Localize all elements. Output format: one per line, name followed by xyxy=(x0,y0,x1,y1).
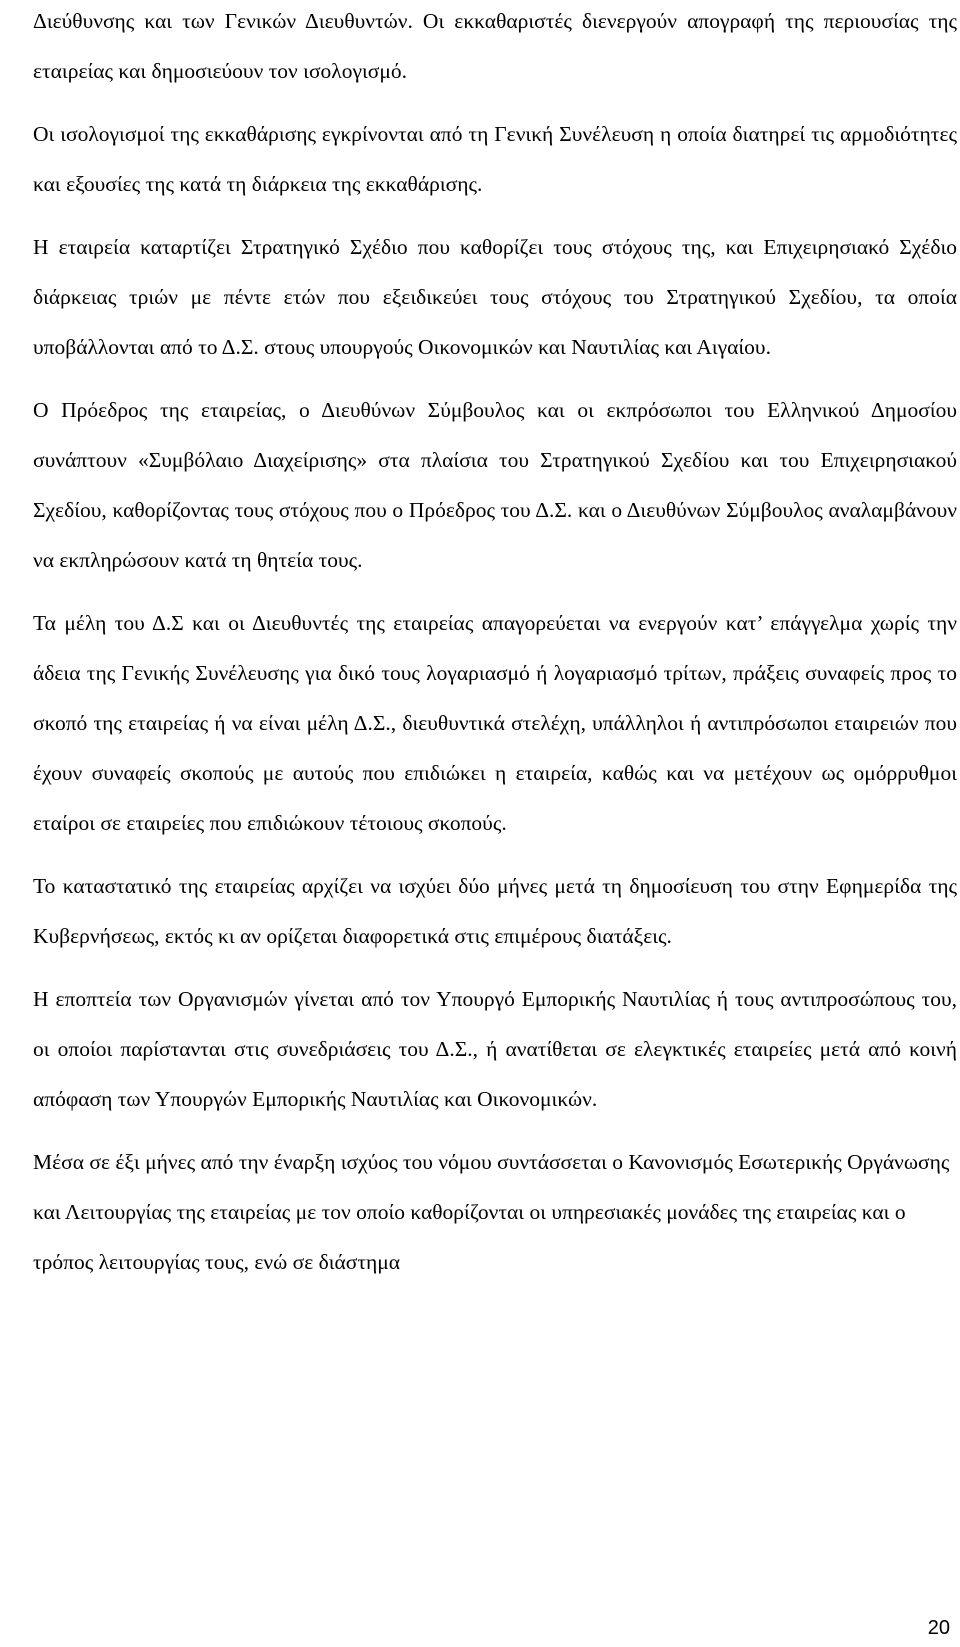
paragraph-internal-regulation: Μέσα σε έξι μήνες από την έναρξη ισχύος του νόμου συντάσσεται ο Κανονισμός Εσωτερικής Οργάνωσης και Λειτουργίας της εταιρείας με τον οποίο καθορίζονται οι υπηρεσιακές μονάδες της εταιρείας και ο τρόπος λειτουργίας τους, ενώ σε διάστημα xyxy=(33,1150,950,1274)
paragraph-strategic-plan: Η εταιρεία καταρτίζει Στρατηγικό Σχέδιο που καθορίζει τους στόχους της, και Επιχειρησιακό Σχέδιο διάρκειας τριών με πέντε ετών που εξειδικεύει τους στόχους του Στρατηγικού Σχεδίου, τα οποία υποβάλλονται από το Δ.Σ. στους υπουργούς Οικονομικών και Ναυτιλίας και Αιγαίου. xyxy=(33,235,957,359)
paragraph-board-restrictions: Τα μέλη του Δ.Σ και οι Διευθυντές της εταιρείας απαγορεύεται να ενεργούν κατ’ επάγγελμα χωρίς την άδεια της Γενικής Συνέλευσης για δικό τους λογαριασμό ή λογαριασμό τρίτων, πράξεις συναφείς προς το σκοπό της εταιρείας ή να είναι μέλη Δ.Σ., διευθυντικά στελέχη, υπάλληλοι ή αντιπρόσωποι εταιρειών που έχουν συναφείς σκοπούς με αυτούς που επιδιώκει η εταιρεία, καθώς και να μετέχουν ως ομόρρυθμοι εταίροι σε εταιρείες που επιδιώκουν τέτοιους σκοπούς. xyxy=(33,611,957,835)
paragraph-liquidators-inventory: Διεύθυνσης και των Γενικών Διευθυντών. Οι εκκαθαριστές διενεργούν απογραφή της περιουσίας της εταιρείας και δημοσιεύουν τον ισολογισμό. xyxy=(33,9,957,83)
page-number: 20 xyxy=(927,1617,950,1639)
document-body xyxy=(33,0,957,1287)
paragraph-supervision: Η εποπτεία των Οργανισμών γίνεται από τον Υπουργό Εμπορικής Ναυτιλίας ή τους αντιπροσώπους του, οι οποίοι παρίστανται στις συνεδριάσεις του Δ.Σ., ή ανατίθεται σε ελεγκτικές εταιρείες μετά από κοινή απόφαση των Υπουργών Εμπορικής Ναυτιλίας και Οικονομικών. xyxy=(33,987,957,1111)
paragraph-statute-effective-date: Το καταστατικό της εταιρείας αρχίζει να ισχύει δύο μήνες μετά τη δημοσίευση του στην Εφημερίδα της Κυβερνήσεως, εκτός κι αν ορίζεται διαφορετικά στις επιμέρους διατάξεις. xyxy=(33,874,957,948)
paragraph-management-contract: Ο Πρόεδρος της εταιρείας, ο Διευθύνων Σύμβουλος και οι εκπρόσωποι του Ελληνικού Δημοσίου συνάπτουν «Συμβόλαιο Διαχείρισης» στα πλαίσια του Στρατηγικού Σχεδίου και του Επιχειρησιακού Σχεδίου, καθορίζοντας τους στόχους που ο Πρόεδρος του Δ.Σ. και ο Διευθύνων Σύμβουλος αναλαμβάνουν να εκπληρώσουν κατά τη θητεία τους. xyxy=(33,398,957,572)
paragraph-liquidation-balance-sheets: Οι ισολογισμοί της εκκαθάρισης εγκρίνονται από τη Γενική Συνέλευση η οποία διατηρεί τις αρμοδιότητες και εξουσίες της κατά τη διάρκεια της εκκαθάρισης. xyxy=(33,122,957,196)
